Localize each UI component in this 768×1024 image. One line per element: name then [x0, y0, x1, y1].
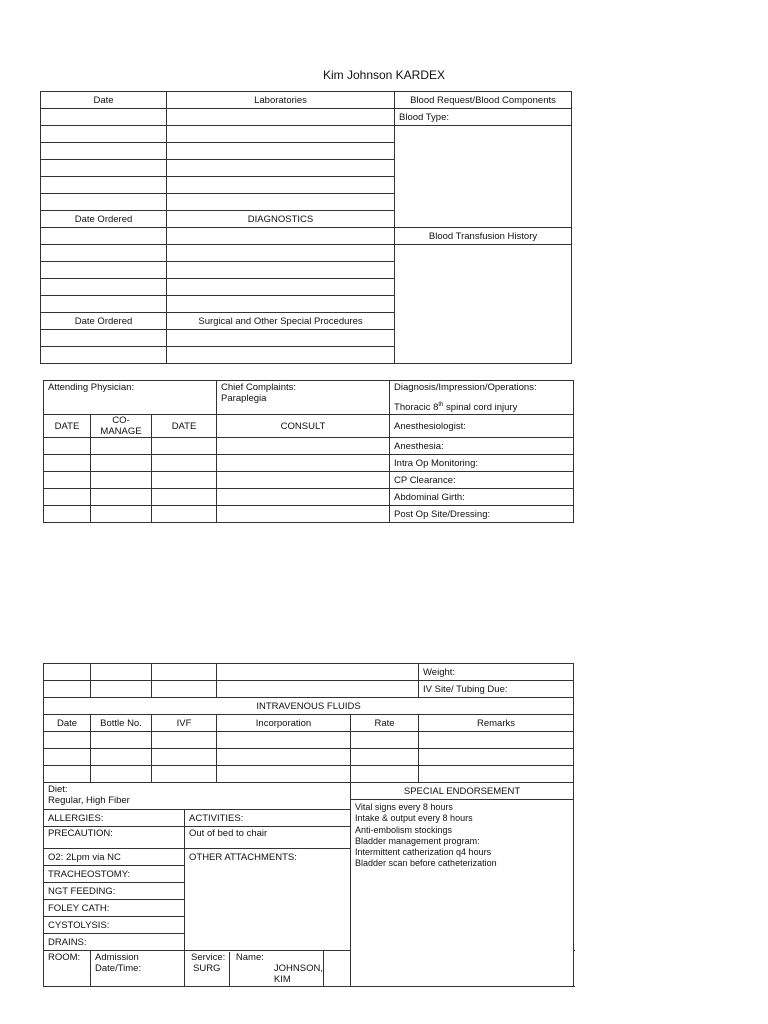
foley-cath-label: FOLEY CATH:	[44, 900, 185, 917]
consult-cell[interactable]	[91, 438, 152, 455]
lab-date-cell[interactable]	[41, 126, 167, 143]
consult-cell[interactable]	[152, 489, 217, 506]
iv-cell[interactable]	[217, 766, 351, 783]
diagnostics-header: DIAGNOSTICS	[167, 211, 395, 228]
iv-header-remarks: Remarks	[419, 715, 574, 732]
name-extension-cell	[324, 951, 419, 987]
attending-physician-label: Attending Physician:	[44, 381, 217, 415]
iv-cell[interactable]	[351, 732, 419, 749]
consult-header: CONSULT	[217, 415, 390, 438]
iv-cell[interactable]	[217, 732, 351, 749]
iv-cell[interactable]	[152, 732, 217, 749]
blood-transfusion-area[interactable]	[395, 245, 572, 364]
diet-label: Diet:	[48, 784, 68, 795]
iv-site-label: IV Site/ Tubing Due:	[419, 681, 574, 698]
blood-transfusion-header: Blood Transfusion History	[395, 228, 572, 245]
consult-cell[interactable]	[44, 472, 91, 489]
blank-cell[interactable]	[152, 681, 217, 698]
blank-cell[interactable]	[91, 664, 152, 681]
date-ordered-header: Date Ordered	[41, 313, 167, 330]
drains-label: DRAINS:	[44, 934, 185, 951]
iv-cell[interactable]	[152, 766, 217, 783]
lab-cell[interactable]	[167, 109, 395, 126]
anesthesiologist-label: Anesthesiologist:	[390, 415, 574, 438]
iv-header-incorporation: Incorporation	[217, 715, 351, 732]
service-cell	[185, 952, 230, 986]
consult-cell[interactable]	[44, 455, 91, 472]
laboratories-header: Laboratories	[167, 92, 395, 109]
blank-cell[interactable]	[91, 681, 152, 698]
lab-date-cell[interactable]	[41, 143, 167, 160]
comanage-header: CO-MANAGE	[91, 415, 152, 438]
consult-cell[interactable]	[91, 506, 152, 523]
lab-date-cell[interactable]	[41, 177, 167, 194]
consult-cell[interactable]	[44, 438, 91, 455]
lab-cell[interactable]	[167, 143, 395, 160]
service-name-cell	[185, 951, 324, 987]
cystolysis-label: CYSTOLYSIS:	[44, 917, 185, 934]
diag-date-cell[interactable]	[41, 279, 167, 296]
consult-cell[interactable]	[152, 506, 217, 523]
diag-date-cell[interactable]	[41, 228, 167, 245]
intravenous-fluids-header: INTRAVENOUS FLUIDS	[44, 698, 574, 715]
iv-cell[interactable]	[91, 732, 152, 749]
laboratories-table	[40, 91, 572, 364]
name-cell	[230, 952, 323, 986]
physician-table	[43, 380, 574, 523]
diet-value: Regular, High Fiber	[48, 795, 130, 806]
date-header: DATE	[44, 415, 91, 438]
iv-cell[interactable]	[91, 766, 152, 783]
activities-label: ACTIVITIES:	[185, 810, 351, 827]
blood-type-label: Blood Type:	[395, 109, 572, 126]
precaution-label: PRECAUTION:	[44, 827, 185, 849]
lab-date-cell[interactable]	[41, 194, 167, 211]
lab-cell[interactable]	[167, 177, 395, 194]
weight-label: Weight:	[419, 664, 574, 681]
surg-date-cell[interactable]	[41, 330, 167, 347]
consult-cell[interactable]	[217, 489, 390, 506]
blank-cell[interactable]	[152, 664, 217, 681]
admission-label: Admission	[95, 952, 139, 963]
iv-cell[interactable]	[217, 749, 351, 766]
allergies-label: ALLERGIES:	[44, 810, 185, 827]
lab-cell[interactable]	[167, 126, 395, 143]
kardex-bottom-table	[43, 663, 574, 987]
cp-clearance-label: CP Clearance:	[390, 472, 574, 489]
consult-cell[interactable]	[152, 455, 217, 472]
intra-op-label: Intra Op Monitoring:	[390, 455, 574, 472]
abdominal-girth-label: Abdominal Girth:	[390, 489, 574, 506]
o2-label: O2: 2Lpm via NC	[44, 849, 185, 866]
diag-date-cell[interactable]	[41, 262, 167, 279]
diag-cell[interactable]	[167, 262, 395, 279]
consult-cell[interactable]	[152, 438, 217, 455]
lab-date-cell[interactable]	[41, 160, 167, 177]
diagnosis-cell	[390, 381, 574, 415]
special-endorsement-header: SPECIAL ENDORSEMENT	[351, 783, 574, 800]
chief-complaints-label: Chief Complaints:	[221, 382, 297, 393]
date-header: DATE	[152, 415, 217, 438]
endorsement-item: Bladder management program:	[355, 835, 480, 846]
consult-cell[interactable]	[44, 506, 91, 523]
iv-header-date: Date	[44, 715, 91, 732]
iv-cell[interactable]	[419, 749, 574, 766]
endorsement-item: Bladder scan before catheterization	[355, 858, 497, 869]
post-op-label: Post Op Site/Dressing:	[390, 506, 574, 523]
consult-cell[interactable]	[91, 472, 152, 489]
admission-cell	[91, 951, 185, 987]
consult-cell[interactable]	[152, 472, 217, 489]
surg-cell[interactable]	[167, 330, 395, 347]
iv-header-bottle: Bottle No.	[91, 715, 152, 732]
endorsement-item: Anti-embolism stockings	[355, 824, 453, 835]
iv-header-rate: Rate	[351, 715, 419, 732]
chief-complaints-cell	[217, 381, 390, 415]
admission-datetime-label: Date/Time:	[95, 963, 142, 974]
service-value: SURG	[193, 963, 221, 974]
blank-cell[interactable]	[217, 681, 419, 698]
iv-cell[interactable]	[44, 766, 91, 783]
endorsement-item: Vital signs every 8 hours	[355, 802, 453, 812]
iv-cell[interactable]	[351, 766, 419, 783]
blood-request-header: Blood Request/Blood Components	[395, 92, 572, 109]
service-label: Service:	[191, 952, 226, 963]
iv-cell[interactable]	[351, 749, 419, 766]
activity-value: Out of bed to chair	[185, 827, 351, 849]
surgical-header: Surgical and Other Special Procedures	[167, 313, 395, 330]
consult-cell[interactable]	[91, 489, 152, 506]
endorsement-item: Intermittent catherization q4 hours	[355, 847, 492, 858]
ngt-feeding-label: NGT FEEDING:	[44, 883, 185, 900]
anesthesia-label: Anesthesia:	[390, 438, 574, 455]
consult-cell[interactable]	[217, 455, 390, 472]
consult-cell[interactable]	[91, 455, 152, 472]
room-label: ROOM:	[44, 951, 91, 987]
date-ordered-header: Date Ordered	[41, 211, 167, 228]
chief-complaints-value: Paraplegia	[221, 393, 267, 404]
blank-cell[interactable]	[217, 664, 419, 681]
consult-cell[interactable]	[217, 438, 390, 455]
diet-cell[interactable]	[44, 783, 351, 810]
date-header: Date	[41, 92, 167, 109]
consult-cell[interactable]	[44, 489, 91, 506]
diag-cell[interactable]	[167, 228, 395, 245]
consult-cell[interactable]	[217, 506, 390, 523]
iv-cell[interactable]	[152, 749, 217, 766]
iv-cell[interactable]	[419, 766, 574, 783]
name-label: Name:	[235, 952, 264, 963]
diagnosis-value: Thoracic 8th spinal cord injury	[394, 401, 518, 413]
diag-cell[interactable]	[167, 279, 395, 296]
iv-cell[interactable]	[419, 732, 574, 749]
iv-cell[interactable]	[44, 749, 91, 766]
iv-cell[interactable]	[44, 732, 91, 749]
other-attachments-label: OTHER ATTACHMENTS:	[185, 849, 351, 951]
surg-date-cell[interactable]	[41, 347, 167, 364]
blood-request-area[interactable]	[395, 126, 572, 228]
diagnosis-label: Diagnosis/Impression/Operations:	[394, 382, 537, 393]
page-title: Kim Johnson KARDEX	[322, 68, 446, 82]
blank-cell[interactable]	[44, 664, 91, 681]
surg-cell[interactable]	[167, 347, 395, 364]
lab-cell[interactable]	[167, 194, 395, 211]
consult-cell[interactable]	[217, 472, 390, 489]
diag-cell[interactable]	[167, 245, 395, 262]
diag-date-cell[interactable]	[41, 296, 167, 313]
blank-cell[interactable]	[44, 681, 91, 698]
iv-header-ivf: IVF	[152, 715, 217, 732]
diag-date-cell[interactable]	[41, 245, 167, 262]
diag-cell[interactable]	[167, 296, 395, 313]
endorsement-item: Intake & output every 8 hours	[355, 813, 473, 824]
lab-date-cell[interactable]	[41, 109, 167, 126]
name-value: JOHNSON, KIM	[273, 963, 323, 985]
tracheostomy-label: TRACHEOSTOMY:	[44, 866, 185, 883]
lab-cell[interactable]	[167, 160, 395, 177]
iv-cell[interactable]	[91, 749, 152, 766]
